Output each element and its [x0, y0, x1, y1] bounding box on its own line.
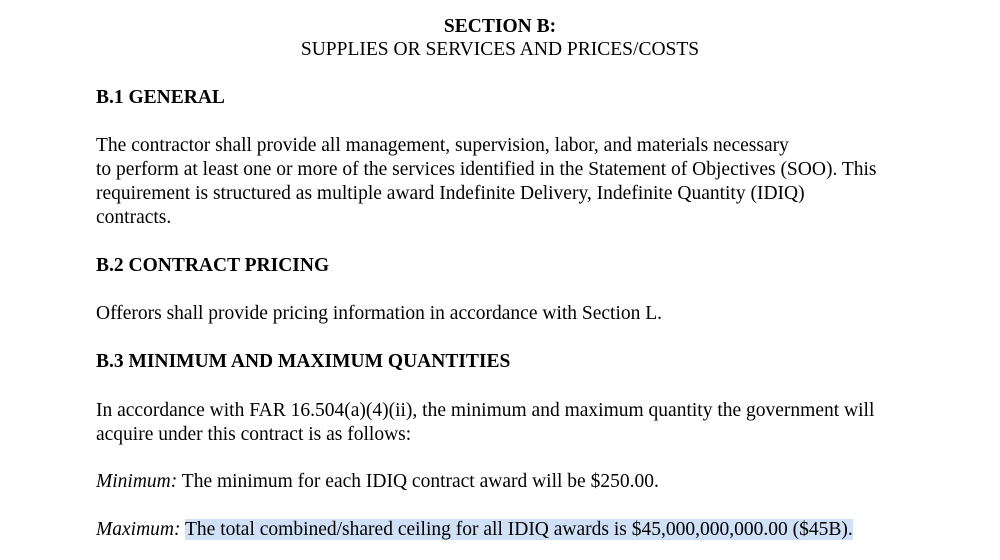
- maximum-label: Maximum:: [96, 519, 181, 540]
- minimum-text: The minimum for each IDIQ contract award will be $250.00.: [181, 471, 659, 492]
- section-subtitle: SUPPLIES OR SERVICES AND PRICES/COSTS: [300, 39, 700, 60]
- b3-heading: B.3 MINIMUM AND MAXIMUM QUANTITIES: [96, 351, 511, 372]
- b3-line-2: acquire under this contract is as follows:: [96, 424, 412, 445]
- maximum-row: [96, 519, 853, 541]
- b2-heading: B.2 CONTRACT PRICING: [96, 255, 330, 276]
- b1-line-2: to perform at least one or more of the services identified in the Statement of Objectives (SOO). This: [96, 159, 877, 180]
- b1-line-3: requirement is structured as multiple award Indefinite Delivery, Indefinite Quantity (IDIQ): [96, 183, 805, 204]
- b1-line-4: contracts.: [96, 207, 172, 228]
- b2-text: Offerors shall provide pricing information in accordance with Section L.: [96, 303, 663, 324]
- b1-heading: B.1 GENERAL: [96, 87, 225, 108]
- section-title: SECTION B:: [443, 16, 557, 37]
- minimum-row: [96, 471, 659, 493]
- b3-line-1: In accordance with FAR 16.504(a)(4)(ii), the minimum and maximum quantity the government will: [96, 400, 875, 421]
- maximum-text-highlighted[interactable]: The total combined/shared ceiling for all IDIQ awards is $45,000,000,000.00 ($45B).: [185, 519, 853, 540]
- minimum-label: Minimum:: [96, 471, 178, 492]
- b1-line-1: The contractor shall provide all management, supervision, labor, and materials necessary: [96, 135, 789, 156]
